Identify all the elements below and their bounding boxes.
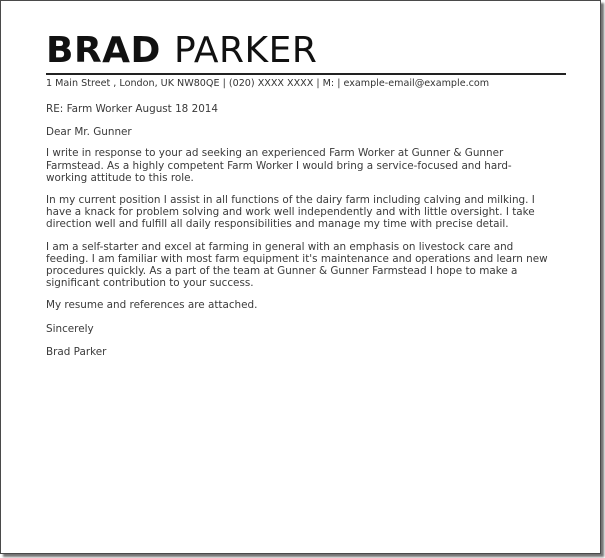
paragraph-line: feeding. I am familiar with most farm equipment it's maintenance and operations and learn new [46,252,548,265]
paragraph-line: working attitude to this role. [46,171,194,184]
last-name: PARKER [173,30,318,71]
paragraph-intro [46,147,566,184]
paragraph-line: In my current position I assist in all functions of the dairy farm including calving and milking. I [46,194,535,207]
paragraph-skills [46,241,566,290]
paragraph-line: I write in response to your ad seeking an experienced Farm Worker at Gunner & Gunner [46,147,504,160]
closing: Sincerely [46,322,94,335]
paragraph-current-position [46,194,566,231]
applicant-name [46,29,566,73]
paragraph-line: I am a self-starter and excel at farming in general with an emphasis on livestock care and [46,240,514,253]
first-name: BRAD [46,30,161,71]
re-line: RE: Farm Worker August 18 2014 [46,103,219,115]
paragraph-line: direction well and fulfill all daily responsibilities and manage my time with precise detail. [46,218,509,231]
salutation: Dear Mr. Gunner [46,126,132,139]
paragraph-attachments [46,299,566,311]
paragraph-line: significant contribution to your success. [46,277,254,290]
signature-name: Brad Parker [46,345,107,358]
paragraph-line: procedures quickly. As a part of the team at Gunner & Gunner Farmstead I hope to make a [46,265,518,278]
contact-info: 1 Main Street , London, UK NW80QE | (020) XXXX XXXX | M: | example-email@example.com [46,78,490,89]
paragraph-line: Farmstead. As a highly competent Farm Worker I would bring a service-focused and hard- [46,159,512,172]
header-divider [46,73,566,75]
cover-letter [46,29,566,358]
paragraph-line: have a knack for problem solving and work well independently and with little oversight. I take [46,206,535,219]
paragraph-line: My resume and references are attached. [46,299,258,312]
